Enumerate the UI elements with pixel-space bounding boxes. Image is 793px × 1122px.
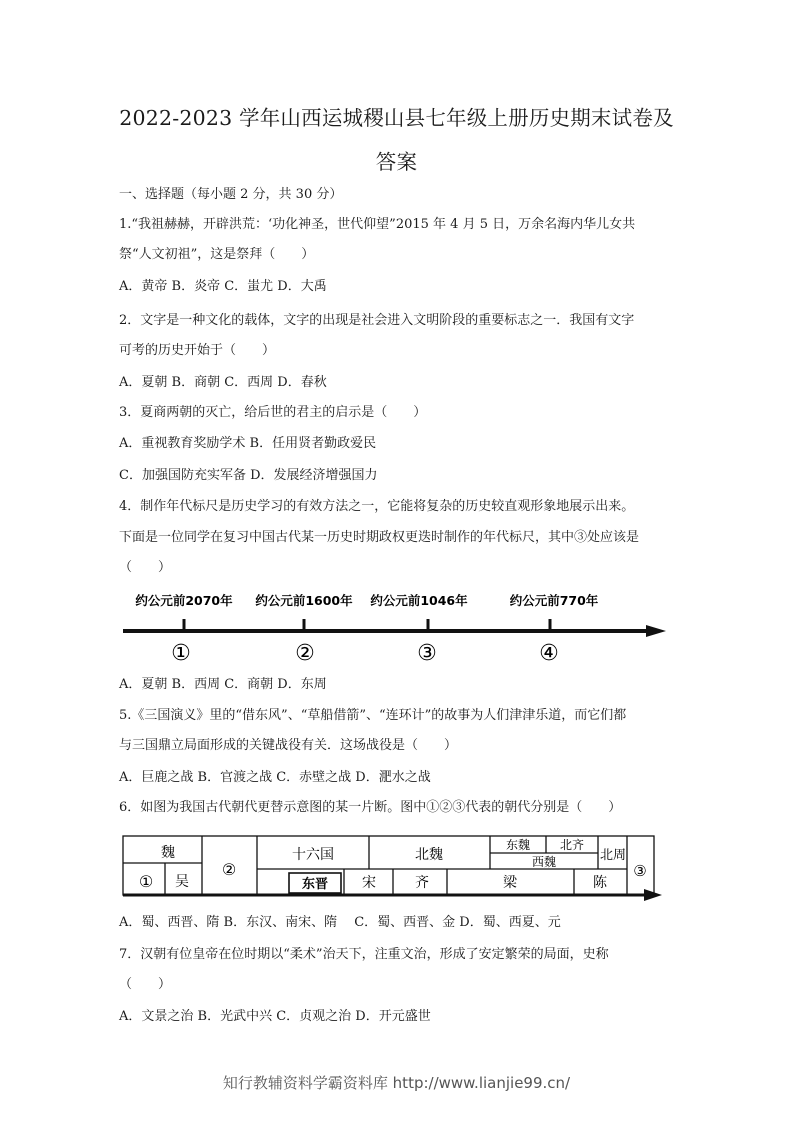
question-line: 3．夏商两朝的灭亡，给后世的君主的启示是（ ） [119,405,427,420]
question-line: 祭“人文初祖”，这是祭拜（ ） [119,247,315,262]
question-line: 4．制作年代标尺是历史学习的有效方法之一，它能将复杂的历史较直观形象地展示出来。 [119,499,635,514]
answer-options: A．夏朝 B．西周 C．商朝 D．东周 [119,677,327,692]
page-title [100,96,693,184]
diagram-arrowhead [644,889,662,901]
question-line: 与三国鼎立局面形成的关键战役有关．这场战役是（ ） [119,738,458,753]
question-line: 6．如图为我国古代朝代更替示意图的某一片断。图中①②③代表的朝代分别是（ ） [119,800,622,815]
label-shiliuguo: 十六国 [292,847,334,863]
label-beiqi: 北齐 [559,838,585,852]
label-dongwei: 东魏 [505,838,531,852]
answer-options: A．重视教育奖励学术 B．任用贤者勤政爱民 [119,436,377,451]
dynasty-diagram [118,833,666,905]
label-liang: 梁 [503,875,517,891]
timeline-date-label: 约公元前770年 [509,593,599,608]
question-line: 可考的历史开始于（ ） [119,343,276,358]
question-line: 下面是一位同学在复习中国古代某一历史时期政权更迭时制作的年代标尺，其中③处应该是 [119,530,640,545]
answer-options: C．加强国防充实军备 D．发展经济增强国力 [119,468,378,483]
timeline-date-label: 约公元前1600年 [255,593,353,608]
timeline-mark: ① [171,641,191,666]
answer-options: A．夏朝 B．商朝 C．西周 D．春秋 [119,375,327,390]
label-wu: 吴 [175,874,189,890]
timeline-date-label: 约公元前2070年 [135,593,233,608]
timeline-mark: ④ [539,641,559,666]
timeline-mark: ② [295,641,315,666]
footer-watermark: 知行教辅资料学霸资料库 http://www.lianjie99.cn/ [222,1074,571,1092]
timeline-mark: ③ [417,641,437,666]
label-circle-2: ② [221,860,237,879]
label-beizhou: 北周 [599,848,627,863]
question-line: 2．文字是一种文化的载体，文字的出现是社会进入文明阶段的重要标志之一．我国有文字 [119,313,635,328]
label-circle-1: ① [138,872,154,891]
answer-options: A．文景之治 B．光武中兴 C．贞观之治 D．开元盛世 [119,1009,431,1024]
section-heading: 一、选择题（每小题 2 分，共 30 分） [119,187,343,202]
timeline-arrowhead [646,625,666,637]
answer-options: A．黄帝 B．炎帝 C．蚩尤 D．大禹 [119,279,327,294]
label-chen: 陈 [593,875,607,891]
label-beiwei: 北魏 [415,847,443,863]
timeline-figure [118,588,668,668]
question-line: 7．汉朝有位皇帝在位时期以“柔术”治天下，注重文治，形成了安定繁荣的局面，史称 [119,947,609,962]
answer-options: A．蜀、西晋、隋 B．东汉、南宋、隋 C．蜀、西晋、金 D．蜀、西夏、元 [119,915,561,930]
title-line-2: 答案 [375,150,418,174]
label-dongjin: 东晋 [301,877,329,892]
label-xiwei: 西魏 [531,855,557,869]
label-circle-3: ③ [633,862,647,880]
timeline-date-label: 约公元前1046年 [370,593,468,608]
label-wei: 魏 [161,845,175,861]
question-line: （ ） [119,560,172,575]
question-line: 5.《三国演义》里的“借东风”、“草船借箭”、“连环计”的故事为人们津津乐道，而它们都 [119,708,627,723]
label-qi: 齐 [415,875,429,891]
answer-options: A．巨鹿之战 B．官渡之战 C．赤壁之战 D．淝水之战 [119,770,431,785]
title-line-1: 2022-2023 学年山西运城稷山县七年级上册历史期末试卷及 [119,106,674,130]
label-song: 宋 [362,875,376,891]
question-line: （ ） [119,977,172,992]
question-line: 1.“我祖赫赫，开辟洪荒：‘功化神圣，世代仰望”2015 年 4 月 5 日，万余名海内华儿女共 [119,217,636,232]
